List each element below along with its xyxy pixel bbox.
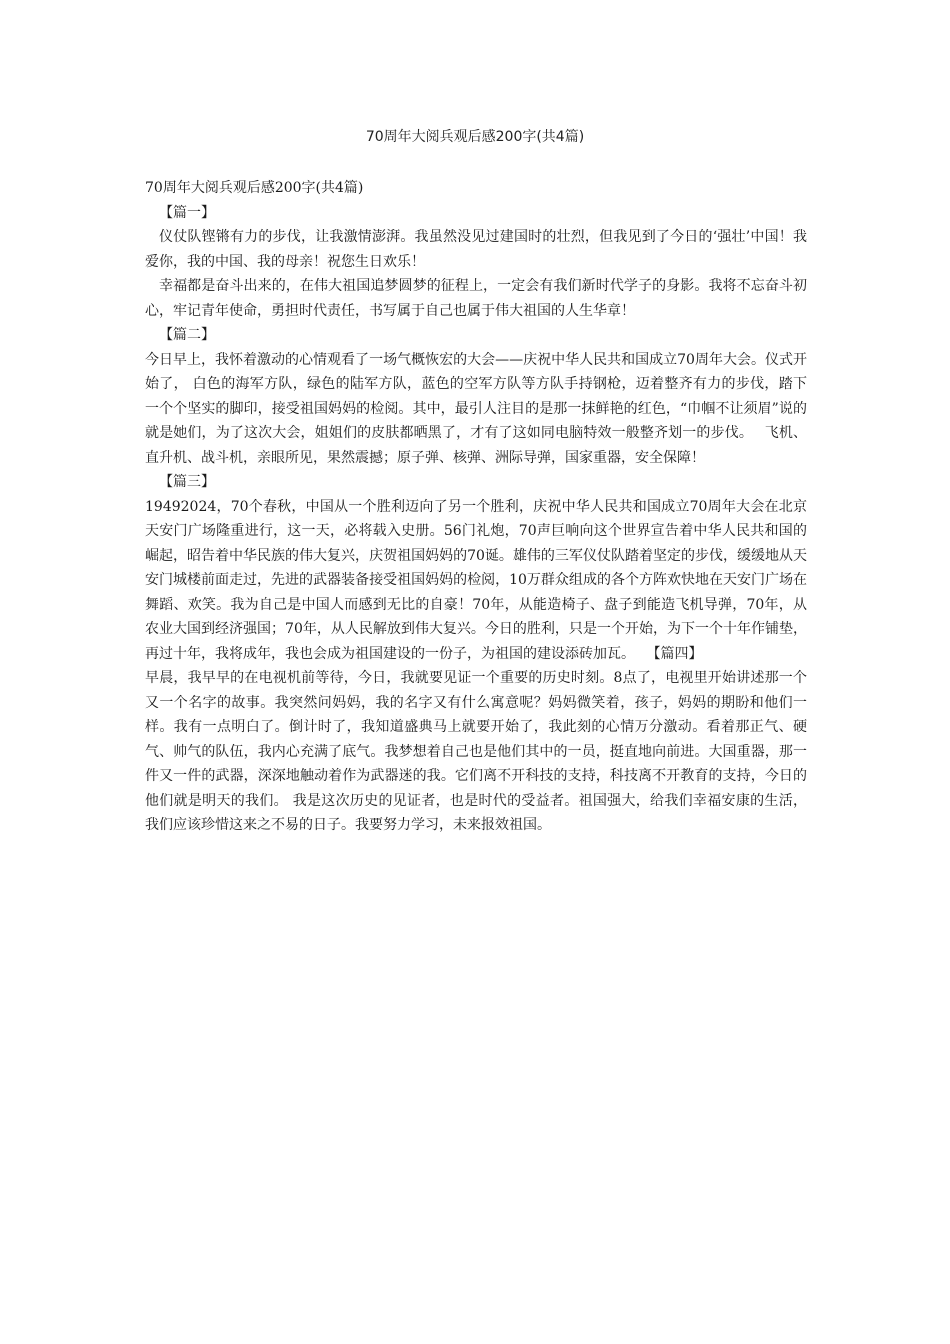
- document-body: [145, 176, 807, 838]
- page-title: 70周年大阅兵观后感200字(共4篇): [365, 129, 585, 145]
- section-4-paragraph-1: 早晨，我早早的在电视机前等待，今日，我就要见证一个重要的历史时刻。8点了，电视里开始讲述那一个又一个名字的故事。我突然问妈妈，我的名字又有什么寓意呢？妈妈微笑着，孩子，妈妈的期盼和他们一样。我有一点明白了。倒计时了，我知道盛典马上就要开始了，我此刻的心情万分激动。看着那正气、硬气、帅气的队伍，我内心充满了底气。我梦想着自己也是他们其中的一员，挺直地向前进。大国重器，那一件又一件的武器，深深地触动着作为武器迷的我。它们离不开科技的支持，科技离不开教育的支持，今日的他们就是明天的我们。 我是这次历史的见证者，也是时代的受益者。祖国强大，给我们幸福安康的生活，我们应该珍惜这来之不易的日子。我要努力学习，未来报效祖国。: [145, 670, 807, 833]
- document-subtitle: 70周年大阅兵观后感200字(共4篇): [145, 180, 364, 196]
- section-3-paragraph-1: 19492024，70个春秋，中国从一个胜利迈向了另一个胜利，庆祝中华人民共和国成立70周年大会在北京天安门广场隆重进行，这一天，必将载入史册。56门礼炮，70声巨响向这个世界宣告着中华人民共和国的崛起，昭告着中华民族的伟大复兴，庆贺祖国妈妈的70诞。雄伟的三军仪仗队踏着坚定的步伐，缓缓地从天安门城楼前面走过，先进的武器装备接受祖国妈妈的检阅，10万群众组成的各个方阵欢快地在天安门广场在舞蹈、欢笑。我为自己是中国人而感到无比的自豪！70年，从能造椅子、盘子到能造飞机导弹，70年，从农业大国到经济强国；70年，从人民解放到伟大复兴。今日的胜利，只是一个开始，为下一个十年作铺垫，再过十年，我将成年，我也会成为祖国建设的一份子，为祖国的建设添砖加瓦。 【篇四】: [145, 498, 807, 662]
- section-heading-3: 【篇三】: [159, 474, 215, 490]
- section-2-paragraph-1: 今日早上，我怀着激动的心情观看了一场气概恢宏的大会——庆祝中华人民共和国成立70周年大会。仪式开始了， 白色的海军方队，绿色的陆军方队，蓝色的空军方队等方队手持钢枪，迈着整齐有力的步伐，踏下一个个坚实的脚印，接受祖国妈妈的检阅。其中，最引人注目的是那一抹鲜艳的红色，“巾帼不让须眉”说的就是她们，为了这次大会，姐姐们的皮肤都晒黑了，才有了这如同电脑特效一般整齐划一的步伐。 飞机、直升机、战斗机，亲眼所见，果然震撼；原子弹、核弹、洲际导弹，国家重器，安全保障！: [145, 351, 807, 466]
- section-heading-1: 【篇一】: [159, 204, 215, 221]
- section-1-paragraph-2: 幸福都是奋斗出来的，在伟大祖国追梦圆梦的征程上，一定会有我们新时代学子的身影。我将不忘奋斗初心，牢记青年使命，勇担时代责任，书写属于自己也属于伟大祖国的人生华章！: [145, 278, 807, 319]
- section-heading-2: 【篇二】: [159, 327, 215, 343]
- section-1-paragraph-1: 仪仗队铿锵有力的步伐，让我激情澎湃。我虽然没见过建国时的壮烈，但我见到了今日的‘强壮’中国！我爱你，我的中国、我的母亲！祝您生日欢乐！: [145, 229, 807, 270]
